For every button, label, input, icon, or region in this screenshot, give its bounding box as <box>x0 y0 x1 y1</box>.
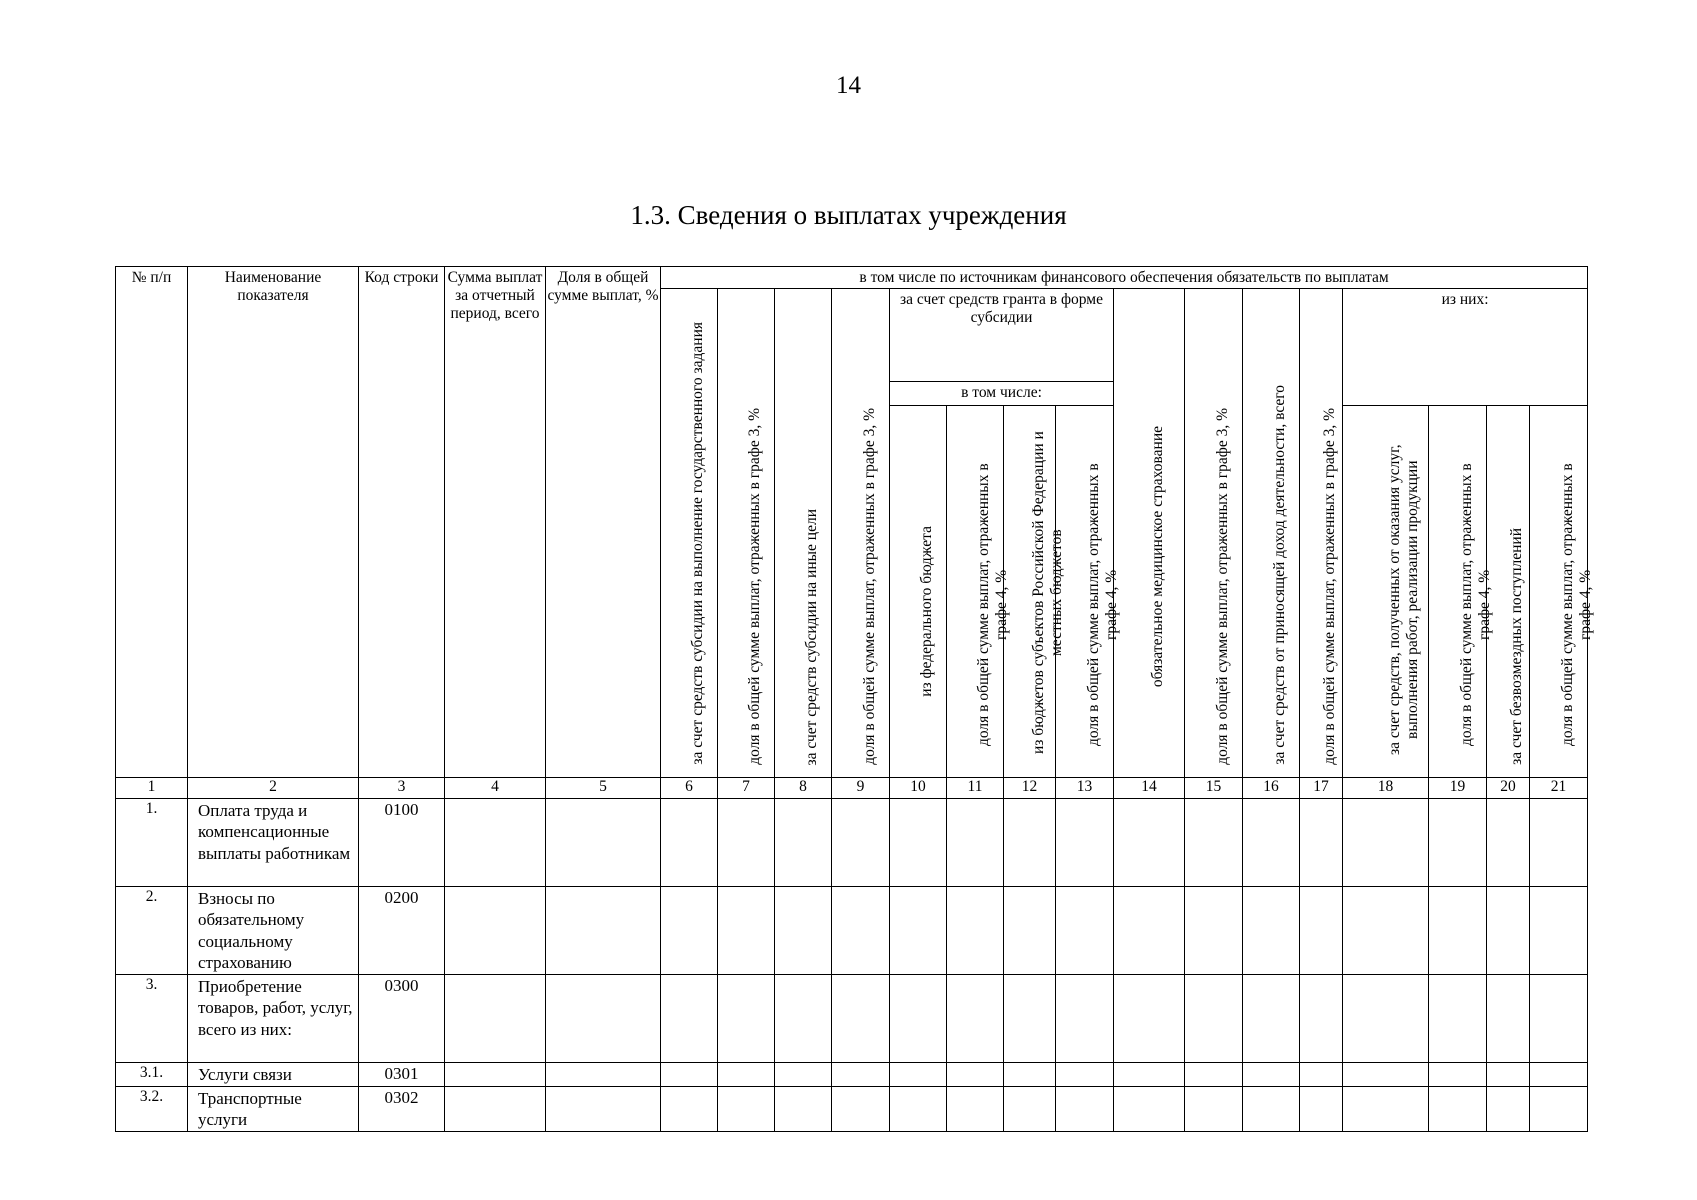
value-cell <box>775 1063 832 1087</box>
value-cell <box>1343 887 1429 975</box>
header-col14: обязательное медицинское страхование <box>1114 289 1185 778</box>
header-col13: доля в общей сумме выплат, отраженных в графе 4, % <box>1056 406 1114 778</box>
value-cell <box>890 975 947 1063</box>
header-group-of-them: из них: <box>1343 289 1588 406</box>
row-name: Приобретение товаров, работ, услуг, всего из них: <box>188 975 359 1063</box>
column-number: 17 <box>1300 778 1343 799</box>
table-row <box>116 887 1588 975</box>
value-cell <box>546 887 661 975</box>
payments-table <box>115 266 1594 1132</box>
value-cell <box>832 799 890 887</box>
value-cell <box>890 1087 947 1132</box>
section-title: 1.3. Сведения о выплатах учреждения <box>630 200 1067 230</box>
value-cell <box>947 887 1004 975</box>
value-cell <box>1300 975 1343 1063</box>
header-col12: из бюджетов субъектов Российской Федерации и местных бюджетов <box>1004 406 1056 778</box>
value-cell <box>445 1087 546 1132</box>
table-row <box>116 799 1588 887</box>
table-row <box>116 1063 1588 1087</box>
column-number: 4 <box>445 778 546 799</box>
row-number: 3.1. <box>116 1063 188 1087</box>
value-cell <box>1243 1087 1300 1132</box>
value-cell <box>718 1087 775 1132</box>
row-number: 1. <box>116 799 188 887</box>
value-cell <box>546 799 661 887</box>
column-number: 13 <box>1056 778 1114 799</box>
header-col8: за счет средств субсидии на иные цели <box>775 289 832 778</box>
row-code: 0300 <box>359 975 445 1063</box>
row-number: 3. <box>116 975 188 1063</box>
column-number: 5 <box>546 778 661 799</box>
row-name: Взносы по обязательному социальному страхованию <box>188 887 359 975</box>
value-cell <box>445 887 546 975</box>
value-cell <box>445 975 546 1063</box>
value-cell <box>1004 1063 1056 1087</box>
column-number: 20 <box>1487 778 1530 799</box>
value-cell <box>1114 975 1185 1063</box>
header-col2: Наименование показателя <box>188 267 359 778</box>
value-cell <box>1004 1087 1056 1132</box>
value-cell <box>1300 1087 1343 1132</box>
value-cell <box>832 1063 890 1087</box>
header-group-incl: в том числе: <box>890 382 1114 406</box>
value-cell <box>1004 887 1056 975</box>
value-cell <box>1530 887 1588 975</box>
header-col5: Доля в общей сумме выплат, % <box>546 267 661 778</box>
value-cell <box>1056 1063 1114 1087</box>
header-col3: Код строки <box>359 267 445 778</box>
header-col11: доля в общей сумме выплат, отраженных в графе 4, % <box>947 406 1004 778</box>
value-cell <box>1300 1063 1343 1087</box>
page-number: 14 <box>836 72 861 99</box>
value-cell <box>775 799 832 887</box>
column-number: 8 <box>775 778 832 799</box>
row-number: 3.2. <box>116 1087 188 1132</box>
value-cell <box>890 887 947 975</box>
row-code: 0301 <box>359 1063 445 1087</box>
row-code: 0100 <box>359 799 445 887</box>
value-cell <box>1530 1063 1588 1087</box>
table-row <box>116 1087 1588 1132</box>
header-col6: за счет средств субсидии на выполнение государственного задания <box>661 289 718 778</box>
column-numbers-row <box>116 778 1588 799</box>
value-cell <box>445 1063 546 1087</box>
value-cell <box>1487 1063 1530 1087</box>
value-cell <box>1429 1087 1487 1132</box>
value-cell <box>661 975 718 1063</box>
value-cell <box>718 975 775 1063</box>
value-cell <box>947 1087 1004 1132</box>
value-cell <box>1185 799 1243 887</box>
header-col16: за счет средств от приносящей доход деятельности, всего <box>1243 289 1300 778</box>
column-number: 10 <box>890 778 947 799</box>
header-col20: за счет безвозмездных поступлений <box>1487 406 1530 778</box>
header-group-sources: в том числе по источникам финансового обеспечения обязательств по выплатам <box>661 267 1588 289</box>
value-cell <box>1343 1063 1429 1087</box>
column-number: 1 <box>116 778 188 799</box>
column-number: 3 <box>359 778 445 799</box>
value-cell <box>947 975 1004 1063</box>
row-name: Оплата труда и компенсационные выплаты работникам <box>188 799 359 887</box>
value-cell <box>1185 1087 1243 1132</box>
value-cell <box>1185 1063 1243 1087</box>
value-cell <box>1185 975 1243 1063</box>
value-cell <box>661 799 718 887</box>
value-cell <box>890 799 947 887</box>
value-cell <box>1343 1087 1429 1132</box>
value-cell <box>546 1087 661 1132</box>
value-cell <box>1114 887 1185 975</box>
value-cell <box>1056 799 1114 887</box>
value-cell <box>1487 887 1530 975</box>
value-cell <box>546 1063 661 1087</box>
value-cell <box>1429 799 1487 887</box>
header-col9: доля в общей сумме выплат, отраженных в графе 3, % <box>832 289 890 778</box>
header-col10: из федерального бюджета <box>890 406 947 778</box>
value-cell <box>1530 975 1588 1063</box>
value-cell <box>1429 887 1487 975</box>
column-number: 9 <box>832 778 890 799</box>
value-cell <box>661 887 718 975</box>
value-cell <box>661 1087 718 1132</box>
row-number: 2. <box>116 887 188 975</box>
header-col4: Сумма выплат за отчетный период, всего <box>445 267 546 778</box>
value-cell <box>1004 975 1056 1063</box>
value-cell <box>1243 975 1300 1063</box>
value-cell <box>890 1063 947 1087</box>
row-code: 0200 <box>359 887 445 975</box>
value-cell <box>1243 799 1300 887</box>
value-cell <box>1530 1087 1588 1132</box>
value-cell <box>832 1087 890 1132</box>
column-number: 16 <box>1243 778 1300 799</box>
value-cell <box>718 887 775 975</box>
value-cell <box>445 799 546 887</box>
value-cell <box>1243 887 1300 975</box>
value-cell <box>947 1063 1004 1087</box>
header-col18: за счет средств, полученных от оказания услуг, выполнения работ, реализации продукции <box>1343 406 1429 778</box>
column-number: 19 <box>1429 778 1487 799</box>
value-cell <box>718 1063 775 1087</box>
header-col21: доля в общей сумме выплат, отраженных в графе 4, % <box>1530 406 1588 778</box>
value-cell <box>1056 975 1114 1063</box>
value-cell <box>1487 799 1530 887</box>
row-name: Услуги связи <box>188 1063 359 1087</box>
value-cell <box>1429 975 1487 1063</box>
value-cell <box>1114 799 1185 887</box>
value-cell <box>1343 975 1429 1063</box>
value-cell <box>1056 887 1114 975</box>
value-cell <box>1487 975 1530 1063</box>
header-group-grant: за счет средств гранта в форме субсидии <box>890 289 1114 382</box>
value-cell <box>775 1087 832 1132</box>
column-number: 2 <box>188 778 359 799</box>
header-col15: доля в общей сумме выплат, отраженных в графе 3, % <box>1185 289 1243 778</box>
value-cell <box>661 1063 718 1087</box>
column-number: 21 <box>1530 778 1588 799</box>
column-number: 15 <box>1185 778 1243 799</box>
value-cell <box>546 975 661 1063</box>
value-cell <box>1004 799 1056 887</box>
column-number: 18 <box>1343 778 1429 799</box>
value-cell <box>718 799 775 887</box>
table-row <box>116 975 1588 1063</box>
value-cell <box>1429 1063 1487 1087</box>
value-cell <box>1300 887 1343 975</box>
header-col7: доля в общей сумме выплат, отраженных в графе 3, % <box>718 289 775 778</box>
value-cell <box>947 799 1004 887</box>
header-col1: № п/п <box>116 267 188 778</box>
header-col19: доля в общей сумме выплат, отраженных в графе 4, % <box>1429 406 1487 778</box>
column-number: 12 <box>1004 778 1056 799</box>
column-number: 11 <box>947 778 1004 799</box>
column-number: 14 <box>1114 778 1185 799</box>
value-cell <box>1114 1087 1185 1132</box>
value-cell <box>1114 1063 1185 1087</box>
value-cell <box>1300 799 1343 887</box>
value-cell <box>775 975 832 1063</box>
value-cell <box>1487 1087 1530 1132</box>
value-cell <box>832 975 890 1063</box>
value-cell <box>1530 799 1588 887</box>
value-cell <box>1185 887 1243 975</box>
value-cell <box>1243 1063 1300 1087</box>
column-number: 7 <box>718 778 775 799</box>
row-code: 0302 <box>359 1087 445 1132</box>
value-cell <box>1343 799 1429 887</box>
value-cell <box>775 887 832 975</box>
row-name: Транспортные услуги <box>188 1087 359 1132</box>
value-cell <box>832 887 890 975</box>
header-col17: доля в общей сумме выплат, отраженных в графе 3, % <box>1300 289 1343 778</box>
column-number: 6 <box>661 778 718 799</box>
value-cell <box>1056 1087 1114 1132</box>
